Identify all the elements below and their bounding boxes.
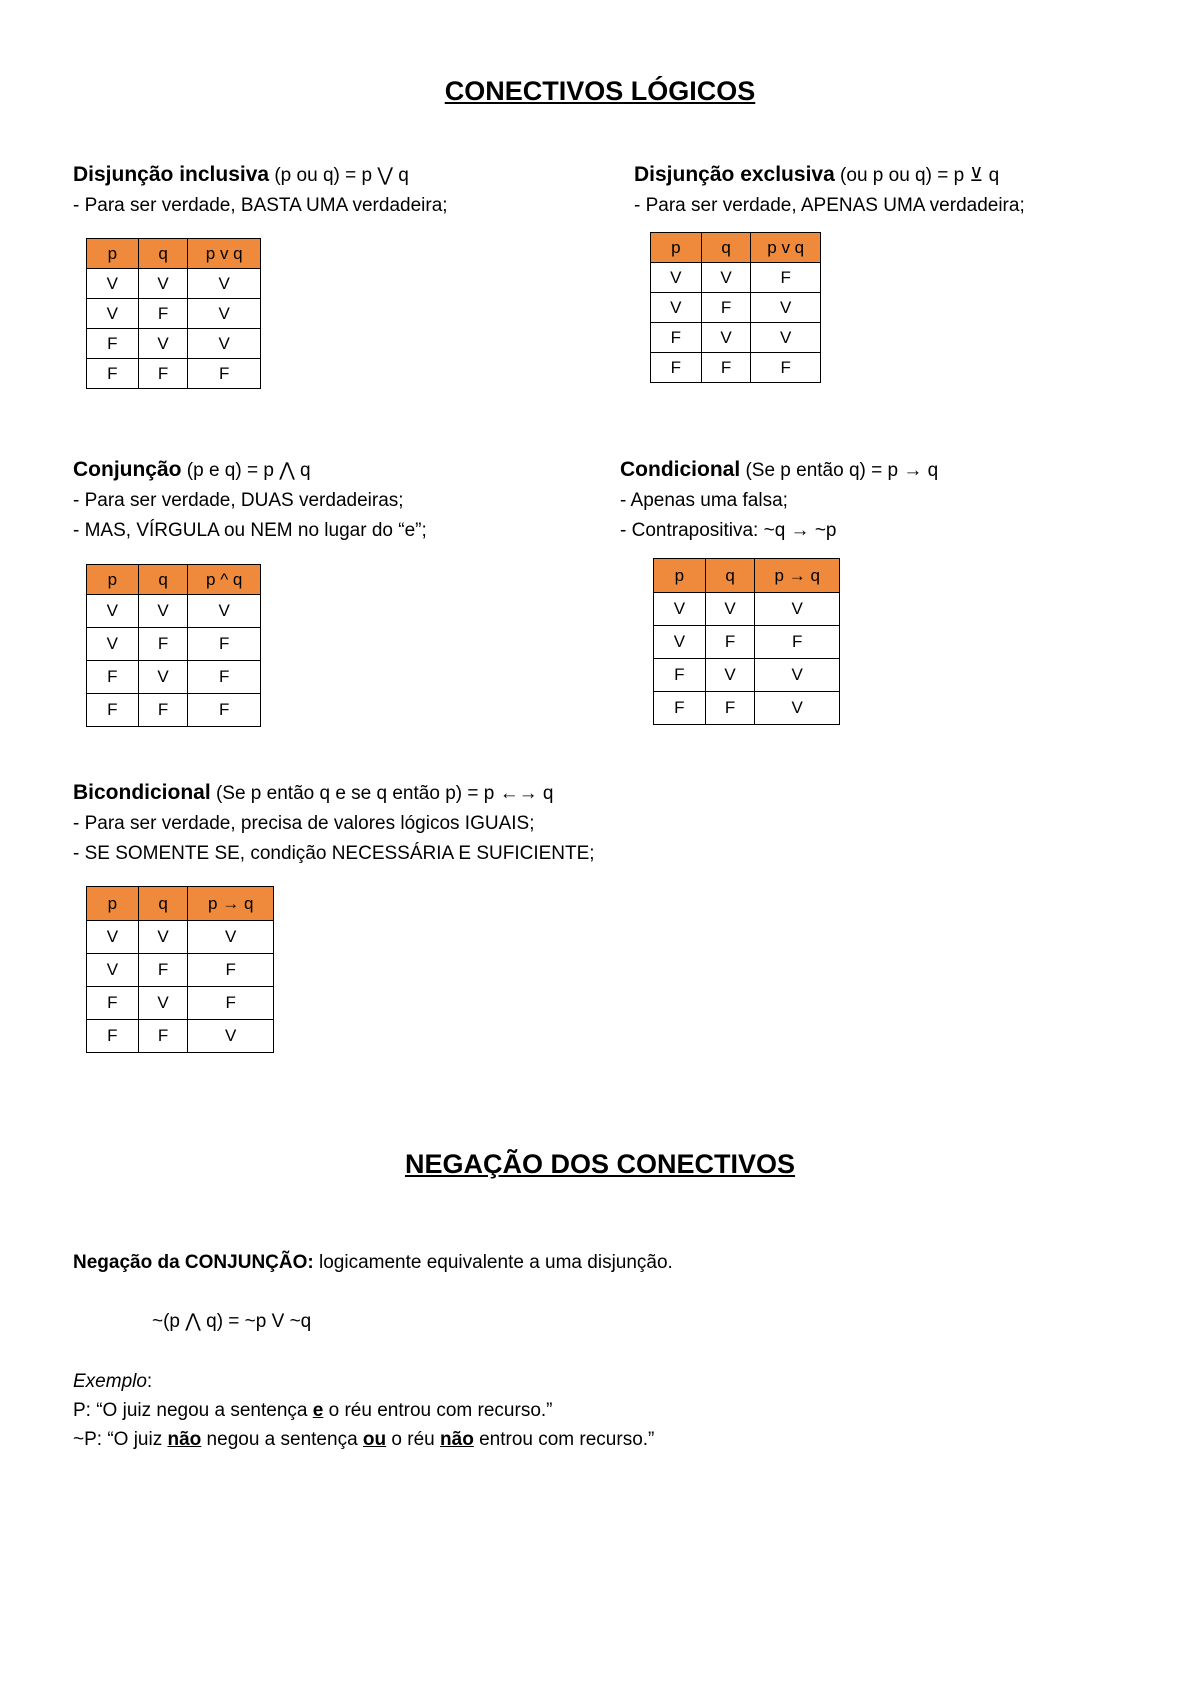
truth-table-conjuncao	[86, 564, 261, 727]
table-cell: F	[138, 954, 188, 987]
table-cell: V	[188, 329, 261, 359]
table-cell: F	[188, 694, 261, 727]
section-disjuncao-exclusiva	[634, 160, 1025, 221]
np-line-emphasis: ou	[362, 1429, 387, 1450]
example-label-text: Exemplo	[73, 1371, 147, 1392]
section-formula: (p ou q) = p ⋁ q	[269, 165, 409, 186]
table-row	[651, 293, 821, 323]
table-header: p → q	[188, 887, 274, 921]
truth-table-disjuncao-exclusiva	[650, 232, 821, 383]
table-cell: V	[138, 921, 188, 954]
table-header: p → q	[755, 559, 840, 593]
example-p-line	[73, 1396, 553, 1426]
section-name: Disjunção inclusiva	[73, 163, 270, 186]
table-cell: V	[87, 299, 139, 329]
section-formula: (p e q) = p ⋀ q	[181, 460, 311, 481]
section-name: Disjunção exclusiva	[634, 163, 835, 186]
table-header: p	[654, 559, 706, 593]
np-line-part: negou a sentença	[201, 1429, 363, 1450]
table-cell: V	[188, 595, 261, 628]
truth-table-disjuncao-inclusiva	[86, 238, 261, 389]
table-cell: V	[705, 659, 755, 692]
table-cell: V	[751, 293, 821, 323]
table-cell: F	[651, 353, 702, 383]
table-header: p v q	[188, 239, 261, 269]
table-row	[651, 323, 821, 353]
table-row	[87, 661, 261, 694]
table-cell: V	[138, 987, 188, 1020]
table-cell: V	[188, 1020, 274, 1053]
table-cell: F	[751, 353, 821, 383]
table-row	[651, 353, 821, 383]
table-cell: V	[755, 692, 840, 725]
table-row	[654, 626, 840, 659]
table-cell: V	[654, 593, 706, 626]
table-cell: F	[87, 359, 139, 389]
table-header: q	[138, 565, 188, 595]
table-row	[651, 263, 821, 293]
section-line: - SE SOMENTE SE, condição NECESSÁRIA E SUFICIENTE;	[73, 843, 595, 864]
example-colon: :	[146, 1371, 153, 1392]
table-cell: F	[701, 293, 751, 323]
section-line: - Para ser verdade, DUAS verdadeiras;	[73, 490, 404, 511]
section-line: - Apenas uma falsa;	[620, 490, 788, 511]
section-conjuncao	[73, 455, 427, 546]
table-row	[87, 299, 261, 329]
truth-table-condicional	[653, 558, 840, 725]
table-cell: F	[654, 659, 706, 692]
negation-title: NEGAÇÃO DOS CONECTIVOS	[404, 1149, 796, 1179]
section-name: Conjunção	[73, 458, 182, 481]
table-cell: V	[87, 269, 139, 299]
example-not-p-line	[73, 1425, 654, 1455]
table-cell: V	[651, 263, 702, 293]
table-cell: V	[188, 921, 274, 954]
table-cell: V	[138, 661, 188, 694]
table-header: q	[138, 887, 188, 921]
negation-heading-rest: logicamente equivalente a uma disjunção.	[313, 1252, 673, 1273]
table-cell: F	[138, 299, 188, 329]
np-line-part: o réu	[386, 1429, 441, 1450]
table-cell: F	[654, 692, 706, 725]
table-cell: V	[751, 323, 821, 353]
table-cell: V	[701, 323, 751, 353]
negation-heading	[73, 1248, 673, 1278]
table-row	[654, 593, 840, 626]
table-row	[654, 692, 840, 725]
table-cell: F	[87, 661, 139, 694]
section-formula: (Se p então q) = p → q	[740, 460, 939, 481]
table-header: p v q	[751, 233, 821, 263]
table-header: q	[138, 239, 188, 269]
table-header: p ^ q	[188, 565, 261, 595]
section-name: Condicional	[620, 458, 741, 481]
table-cell: V	[138, 595, 188, 628]
table-header: p	[87, 887, 139, 921]
table-cell: V	[755, 593, 840, 626]
table-cell: V	[705, 593, 755, 626]
p-line-part: P: “O juiz negou a sentença	[73, 1400, 313, 1421]
section-name: Bicondicional	[73, 781, 211, 804]
negation-heading-bold: Negação da CONJUNÇÃO:	[73, 1252, 314, 1273]
page-title: CONECTIVOS LÓGICOS	[444, 76, 756, 106]
table-cell: F	[87, 1020, 139, 1053]
section-formula: (Se p então q e se q então p) = p ←→ q	[210, 783, 554, 804]
table-header: q	[705, 559, 755, 593]
table-cell: V	[755, 659, 840, 692]
np-line-emphasis: não	[167, 1429, 202, 1450]
table-cell: V	[188, 299, 261, 329]
table-cell: V	[188, 269, 261, 299]
section-bicondicional	[73, 778, 595, 869]
table-header: p	[651, 233, 702, 263]
table-cell: F	[87, 987, 139, 1020]
table-header: q	[701, 233, 751, 263]
np-line-emphasis: não	[440, 1429, 474, 1450]
table-cell: F	[188, 987, 274, 1020]
table-cell: F	[188, 359, 261, 389]
negation-formula: ~(p ⋀ q) = ~p V ~q	[152, 1311, 312, 1332]
truth-table-bicondicional	[86, 886, 274, 1053]
table-row	[87, 1020, 274, 1053]
table-cell: F	[755, 626, 840, 659]
table-cell: V	[701, 263, 751, 293]
table-row	[654, 659, 840, 692]
table-cell: F	[138, 694, 188, 727]
table-cell: F	[87, 329, 139, 359]
table-row	[87, 269, 261, 299]
table-row	[87, 329, 261, 359]
table-row	[87, 595, 261, 628]
p-line-emphasis: e	[312, 1400, 324, 1421]
table-row	[87, 694, 261, 727]
table-header: p	[87, 239, 139, 269]
table-cell: F	[705, 692, 755, 725]
table-cell: F	[188, 954, 274, 987]
table-cell: V	[87, 595, 139, 628]
table-row	[87, 359, 261, 389]
section-disjuncao-inclusiva	[73, 160, 448, 221]
section-formula: (ou p ou q) = p ⊻ q	[834, 165, 1000, 186]
np-line-part: ~P: “O juiz	[73, 1429, 168, 1450]
np-line-part: entrou com recurso.”	[473, 1429, 655, 1450]
table-header: p	[87, 565, 139, 595]
section-condicional	[620, 455, 938, 546]
table-cell: V	[138, 269, 188, 299]
section-line: - MAS, VÍRGULA ou NEM no lugar do “e”;	[73, 520, 427, 541]
example-label	[73, 1367, 152, 1397]
table-cell: V	[654, 626, 706, 659]
table-cell: V	[138, 329, 188, 359]
section-line: - Para ser verdade, APENAS UMA verdadeira;	[634, 195, 1025, 216]
section-line: - Para ser verdade, precisa de valores lógicos IGUAIS;	[73, 813, 535, 834]
table-cell: V	[87, 921, 139, 954]
table-cell: V	[87, 954, 139, 987]
table-cell: F	[751, 263, 821, 293]
table-row	[87, 628, 261, 661]
table-cell: F	[87, 694, 139, 727]
section-line: - Contrapositiva: ~q → ~p	[620, 520, 837, 541]
table-row	[87, 987, 274, 1020]
table-row	[87, 954, 274, 987]
table-cell: F	[651, 323, 702, 353]
table-cell: F	[138, 359, 188, 389]
table-cell: F	[188, 628, 261, 661]
table-row	[87, 921, 274, 954]
section-line: - Para ser verdade, BASTA UMA verdadeira;	[73, 195, 448, 216]
table-cell: F	[705, 626, 755, 659]
table-cell: F	[701, 353, 751, 383]
table-cell: V	[87, 628, 139, 661]
p-line-part: o réu entrou com recurso.”	[323, 1400, 553, 1421]
table-cell: F	[188, 661, 261, 694]
table-cell: V	[651, 293, 702, 323]
table-cell: F	[138, 628, 188, 661]
table-cell: F	[138, 1020, 188, 1053]
